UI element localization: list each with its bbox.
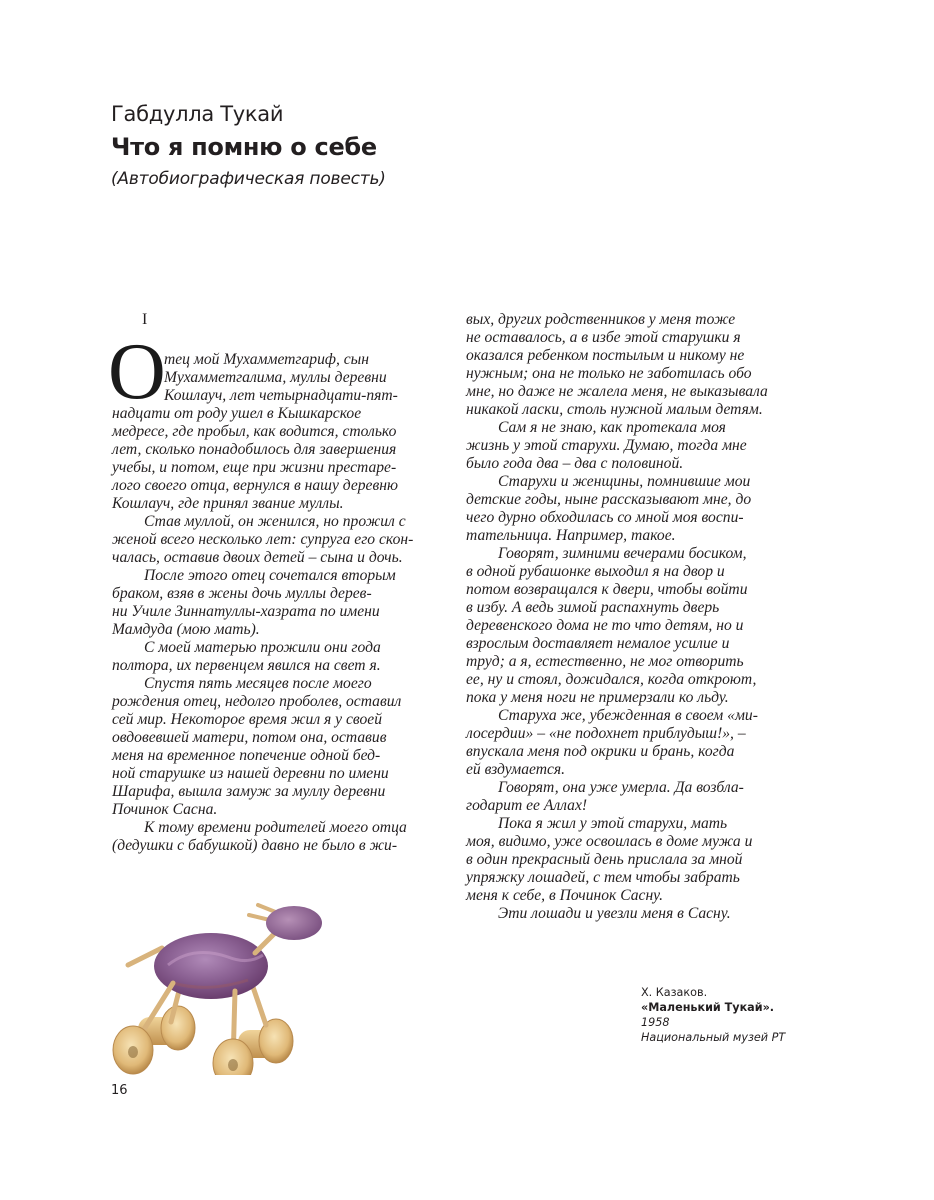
- text-line: женой всего несколько лет: супруга его скон-: [112, 531, 414, 548]
- text-line: Старуха же, убежденная в своем «ми-: [498, 707, 758, 724]
- story-title: Что я помню о себе: [111, 133, 377, 161]
- text-line: ее, ну и стоял, дожидался, когда откроют,: [466, 671, 757, 688]
- text-line: взрослым доставляет немалое усилие и: [466, 635, 730, 652]
- text-line: С моей матерью прожили они года: [144, 639, 381, 656]
- text-line: Кошлауч, лет четырнадцати-пят-: [164, 387, 398, 404]
- text-line: мне, но даже не жалела меня, не выказывала: [466, 383, 768, 400]
- caption-museum: Национальный музей РТ: [641, 1031, 786, 1044]
- text-line: детские годы, ныне рассказывают мне, до: [466, 491, 752, 508]
- text-line: потом возвращался к двери, чтобы войти: [466, 581, 748, 598]
- author-name: Габдулла Тукай: [111, 102, 284, 126]
- text-line: меня к себе, в Починок Сасну.: [466, 887, 664, 904]
- text-line: полтора, их первенцем явился на свет я.: [112, 657, 381, 674]
- text-line: Шарифа, вышла замуж за муллу деревни: [112, 783, 386, 800]
- text-line: пока у меня ноги не примерзали ко льду.: [466, 689, 729, 706]
- text-line: надцати от роду ушел в Кышкарское: [112, 405, 362, 422]
- text-line: Говорят, зимними вечерами босиком,: [498, 545, 747, 562]
- text-line: овдовевшей матери, потом она, оставив: [112, 729, 387, 746]
- text-line: лого своего отца, вернулся в нашу деревню: [112, 477, 398, 494]
- toy-horse-illustration: [98, 895, 328, 1075]
- text-line: не оставалось, а в избе этой старушки я: [466, 329, 741, 346]
- text-line: чего дурно обходилась со мной моя воспи-: [466, 509, 744, 526]
- text-line: Мухамметгалима, муллы деревни: [164, 369, 387, 386]
- horse-head: [266, 906, 322, 940]
- text-line: Кошлауч, где принял звание муллы.: [112, 495, 344, 512]
- text-line: браком, взяв в жены дочь муллы дерев-: [112, 585, 372, 602]
- text-line: Спустя пять месяцев после моего: [144, 675, 372, 692]
- text-line: в избу. А ведь зимой распахнуть дверь: [466, 599, 720, 616]
- horse-neck: [255, 932, 276, 953]
- drop-cap: О: [108, 328, 166, 416]
- text-line: чалась, оставив двоих детей – сына и дочь.: [112, 549, 403, 566]
- text-line: рождения отец, недолго проболев, оставил: [112, 693, 402, 710]
- text-line: ей вздумается.: [466, 761, 566, 778]
- text-line: нужным; она не только не заботилась обо: [466, 365, 752, 382]
- text-line: Говорят, она уже умерла. Да возбла-: [498, 779, 744, 796]
- text-line: Сам я не знаю, как протекала моя: [498, 419, 726, 436]
- text-line: меня на временное попечение одной бед-: [112, 747, 381, 764]
- text-line: ной старушке из нашей деревни по имени: [112, 765, 389, 782]
- text-line: сей мир. Некоторое время жил я у своей: [112, 711, 382, 728]
- text-line: оказался ребенком постылым и никому не: [466, 347, 745, 364]
- text-line: жизнь у этой старухи. Думаю, тогда мне: [466, 437, 747, 454]
- caption-work-title: «Маленький Тукай».: [641, 1001, 775, 1014]
- text-line: никакой ласки, столь нужной малым детям.: [466, 401, 763, 418]
- text-line: вых, других родственников у меня тоже: [466, 311, 736, 328]
- text-line: деревенского дома не то что детям, но и: [466, 617, 744, 634]
- text-line: медресе, где пробыл, как водится, столько: [112, 423, 397, 440]
- text-line: Починок Сасна.: [112, 801, 218, 818]
- text-line: труд; а я, естественно, не мог отворить: [466, 653, 744, 670]
- toy-horse-image: [98, 895, 328, 1075]
- illustration-caption: [641, 985, 785, 1045]
- text-line: моя, видимо, уже освоилась в доме мужа и: [466, 833, 753, 850]
- text-line: было года два – два с половиной.: [466, 455, 684, 472]
- text-line: Став муллой, он женился, но прожил с: [144, 513, 406, 530]
- text-line: Мамдуда (мою мать).: [112, 621, 260, 638]
- text-line: тец мой Мухамметгариф, сын: [164, 351, 369, 368]
- text-line: К тому времени родителей моего отца: [144, 819, 407, 836]
- text-line: ни Училе Зиннатуллы-хазрата по имени: [112, 603, 380, 620]
- text-line: лосердии» – «не подохнет приблудыш!», –: [466, 725, 746, 742]
- text-line: Пока я жил у этой старухи, мать: [498, 815, 728, 832]
- chapter-number: I: [142, 311, 148, 328]
- text-line: в один прекрасный день прислала за мной: [466, 851, 743, 868]
- text-line: лет, сколько понадобилось для завершения: [112, 441, 397, 458]
- rear-wheel-back: [161, 1006, 195, 1050]
- text-line: упряжку лошадей, с тем чтобы забрать: [466, 869, 740, 886]
- text-line: в одной рубашонке выходил я на двор и: [466, 563, 725, 580]
- text-line: Эти лошади и увезли меня в Сасну.: [498, 905, 731, 922]
- front-leg-back: [253, 987, 266, 1025]
- text-column-right: [466, 311, 788, 923]
- text-line: (дедушки с бабушкой) давно не было в жи-: [112, 837, 398, 854]
- text-line: Старухи и женщины, помнившие мои: [498, 473, 751, 490]
- text-line: тательница. Например, такое.: [466, 527, 676, 544]
- text-line: впускала меня под окрики и брань, когда: [466, 743, 735, 760]
- caption-artist: Х. Казаков.: [641, 986, 708, 999]
- text-line: годарит ее Аллах!: [466, 797, 588, 814]
- caption-year: 1958: [641, 1016, 670, 1029]
- text-line: учебы, и потом, еще при жизни престаре-: [112, 459, 397, 476]
- page-number: 16: [111, 1083, 128, 1098]
- text-line: После этого отец сочетался вторым: [144, 567, 396, 584]
- text-column-left: [112, 351, 434, 855]
- story-subtitle: (Автобиографическая повесть): [111, 169, 386, 189]
